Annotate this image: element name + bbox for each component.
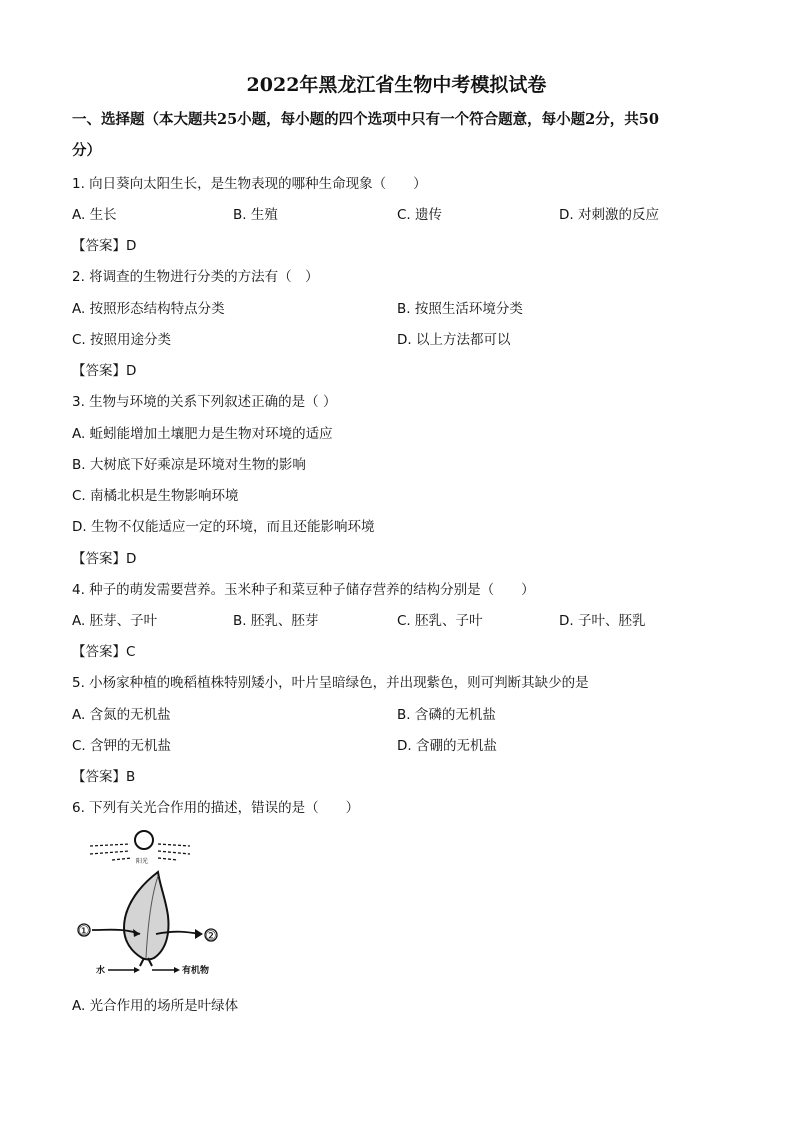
question-3-option-d: D. 生物不仅能适应一定的环境，而且还能影响环境 bbox=[72, 519, 375, 535]
question-1-stem: 1. 向日葵向太阳生长，是生物表现的哪种生命现象（ ） bbox=[72, 176, 427, 192]
question-3-stem: 3. 生物与环境的关系下列叙述正确的是（ ） bbox=[72, 394, 337, 410]
light-label: 阳光 bbox=[136, 858, 149, 865]
question-5-option-a: A. 含氮的无机盐 bbox=[72, 707, 171, 723]
question-4-option-a: A. 胚芽、子叶 bbox=[72, 613, 158, 629]
question-1-option-b: B. 生殖 bbox=[233, 207, 278, 223]
question-5-stem: 5. 小杨家种植的晚稻植株特别矮小，叶片呈暗绿色，并出现紫色，则可判断其缺少的是 bbox=[72, 675, 589, 691]
question-2-stem: 2. 将调查的生物进行分类的方法有（ ） bbox=[72, 269, 319, 285]
sun-icon bbox=[135, 831, 153, 849]
question-2-option-c: C. 按照用途分类 bbox=[72, 332, 172, 348]
question-2-option-a: A. 按照形态结构特点分类 bbox=[72, 301, 225, 317]
question-3-option-b: B. 大树底下好乘凉是环境对生物的影响 bbox=[72, 457, 306, 473]
water-label: 水 bbox=[96, 966, 106, 976]
question-5-answer bbox=[72, 765, 135, 785]
answer-value: C bbox=[126, 644, 136, 660]
question-3-answer bbox=[72, 547, 136, 567]
question-1-option-d: D. 对刺激的反应 bbox=[559, 207, 659, 223]
answer-label: 【答案】 bbox=[72, 551, 126, 567]
question-2-option-b: B. 按照生活环境分类 bbox=[397, 301, 523, 317]
question-2-option-d: D. 以上方法都可以 bbox=[397, 332, 511, 348]
answer-value: D bbox=[126, 551, 137, 567]
question-5-option-d: D. 含硼的无机盐 bbox=[397, 738, 497, 754]
question-1-option-a: A. 生长 bbox=[72, 207, 117, 223]
answer-label: 【答案】 bbox=[72, 769, 126, 785]
question-6-option-a: A. 光合作用的场所是叶绿体 bbox=[72, 998, 239, 1014]
question-6-stem: 6. 下列有关光合作用的描述，错误的是（ ） bbox=[72, 800, 360, 816]
answer-value: D bbox=[126, 363, 137, 379]
answer-value: D bbox=[126, 238, 137, 254]
question-1-option-c: C. 遗传 bbox=[397, 207, 443, 223]
answer-label: 【答案】 bbox=[72, 644, 126, 660]
question-5-option-c: C. 含钾的无机盐 bbox=[72, 738, 172, 754]
page-title: 2022年黑龙江省生物中考模拟试卷 bbox=[246, 74, 547, 96]
question-4-answer bbox=[72, 640, 135, 660]
question-4-option-c: C. 胚乳、子叶 bbox=[397, 613, 483, 629]
question-2-answer bbox=[72, 359, 136, 379]
question-1-answer bbox=[72, 234, 136, 254]
answer-value: B bbox=[126, 769, 136, 785]
answer-label: 【答案】 bbox=[72, 238, 126, 254]
arrow-2 bbox=[156, 932, 200, 934]
label-1: ① bbox=[78, 924, 90, 939]
section-heading-line1: 一、选择题（本大题共25小题，每小题的四个选项中只有一个符合题意，每小题2分，共50 bbox=[72, 111, 659, 128]
question-4-option-b: B. 胚乳、胚芽 bbox=[233, 613, 319, 629]
organic-label: 有机物 bbox=[182, 966, 210, 976]
question-5-option-b: B. 含磷的无机盐 bbox=[397, 707, 496, 723]
question-4-stem: 4. 种子的萌发需要营养。玉米种子和菜豆种子储存营养的结构分别是（ ） bbox=[72, 582, 535, 598]
photosynthesis-figure bbox=[72, 824, 232, 984]
section-heading bbox=[72, 104, 732, 166]
question-4-option-d: D. 子叶、胚乳 bbox=[559, 613, 646, 629]
question-3-option-c: C. 南橘北枳是生物影响环境 bbox=[72, 488, 239, 504]
section-heading-line2: 分） bbox=[72, 142, 101, 159]
label-2: ② bbox=[205, 929, 217, 944]
question-3-option-a: A. 蚯蚓能增加土壤肥力是生物对环境的适应 bbox=[72, 426, 333, 442]
answer-label: 【答案】 bbox=[72, 363, 126, 379]
